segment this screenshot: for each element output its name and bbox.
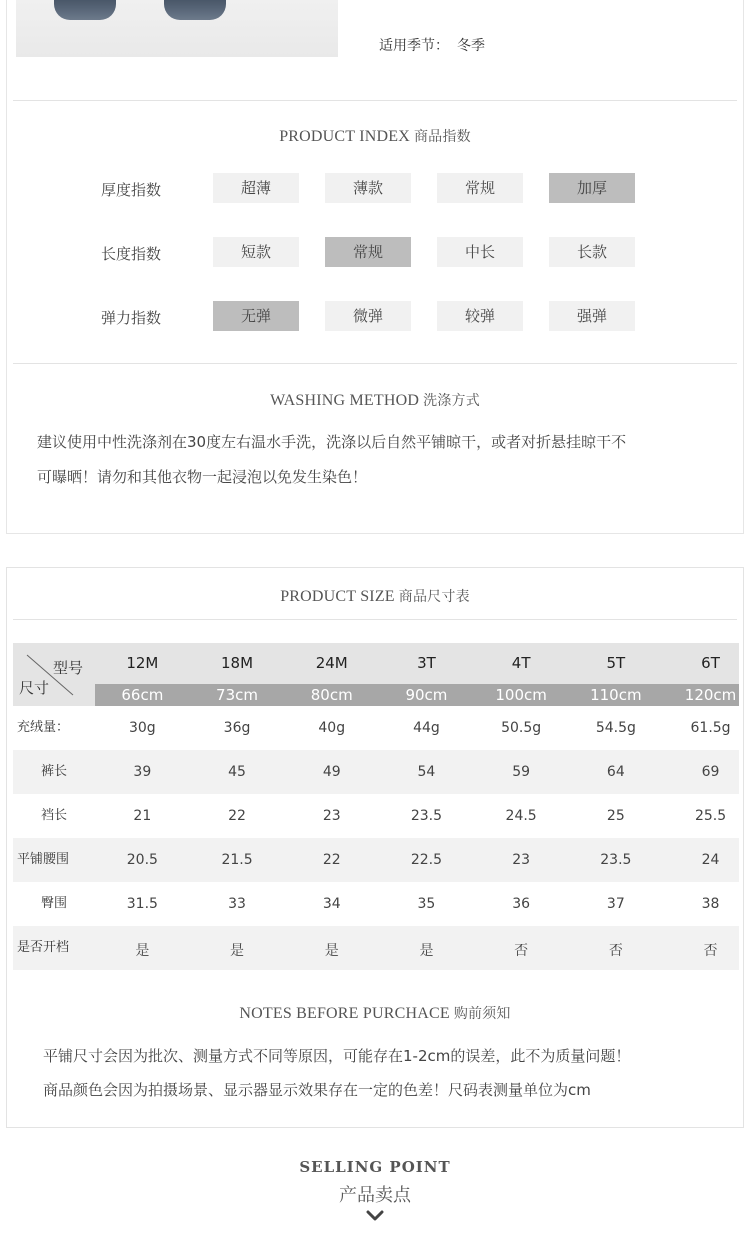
corner-label-model: 型号 xyxy=(53,659,84,677)
size-label: 12M xyxy=(126,654,159,672)
table-row xyxy=(13,882,739,926)
table-cell: 否 xyxy=(703,943,718,959)
chevron-down-icon xyxy=(366,1210,384,1222)
index-row xyxy=(7,301,743,331)
jacket-cuff-right xyxy=(164,0,226,20)
table-cell: 30g xyxy=(128,720,156,736)
washing-title xyxy=(7,390,743,410)
index-option-selected: 常规 xyxy=(325,237,411,267)
size-label: 18M xyxy=(221,654,254,672)
row-label: 平铺腰围 xyxy=(17,852,70,867)
table-cell: 22 xyxy=(228,808,246,824)
corner-label-size: 尺寸 xyxy=(19,679,50,697)
size-label: 24M xyxy=(315,654,348,672)
product-info-card xyxy=(6,0,744,534)
table-row xyxy=(13,706,739,750)
selling-point-title-cn: 产品卖点 xyxy=(339,1185,411,1206)
height-label: 100cm xyxy=(495,686,547,704)
height-labels-row xyxy=(95,684,739,706)
table-cell: 59 xyxy=(512,764,531,780)
notes-title-cn: 购前须知 xyxy=(453,1006,511,1022)
table-cell: 35 xyxy=(417,896,436,912)
table-cell: 25 xyxy=(606,808,625,824)
row-label: 是否开档 xyxy=(17,940,70,955)
table-cell: 61.5g xyxy=(690,720,731,736)
size-label: 5T xyxy=(606,654,626,672)
product-index-title-en: PRODUCT INDEX xyxy=(279,128,410,145)
table-cell: 是 xyxy=(135,943,150,959)
washing-line: 可曝晒！请勿和其他衣物一起浸泡以免发生染色！ xyxy=(37,468,368,486)
selling-point-title-en: SELLING POINT xyxy=(299,1158,451,1176)
index-option: 较弹 xyxy=(437,301,523,331)
table-cell: 38 xyxy=(701,896,720,912)
notes-title-en: NOTES BEFORE PURCHACE xyxy=(239,1005,450,1022)
divider xyxy=(13,100,737,101)
table-cell: 25.5 xyxy=(694,808,727,824)
index-row-label: 弹力指数 xyxy=(101,309,162,327)
product-index-title xyxy=(7,126,743,146)
table-cell: 23 xyxy=(512,852,531,868)
table-row xyxy=(13,794,739,838)
season-value: 冬季 xyxy=(457,38,485,54)
height-label: 110cm xyxy=(590,686,642,704)
size-labels-row xyxy=(95,643,739,683)
size-label: 4T xyxy=(511,654,531,672)
index-option: 短款 xyxy=(213,237,299,267)
product-photo xyxy=(16,0,338,57)
table-cell: 39 xyxy=(133,764,152,780)
index-option: 超薄 xyxy=(213,173,299,203)
table-cell: 否 xyxy=(608,943,623,959)
size-chart-card xyxy=(6,567,744,1128)
notes-line: 商品颜色会因为拍摄场景、显示器显示效果存在一定的色差！尺码表测量单位为cm xyxy=(43,1081,591,1099)
table-row xyxy=(13,750,739,794)
table-cell: 23.5 xyxy=(410,808,443,824)
table-cell: 31.5 xyxy=(126,896,158,912)
notes-line: 平铺尺寸会因为批次、测量方式不同等原因，可能存在1-2cm的误差，此不为质量问题！ xyxy=(43,1047,631,1065)
row-label: 臀围 xyxy=(40,896,67,911)
index-option: 微弹 xyxy=(325,301,411,331)
washing-instructions xyxy=(37,425,727,495)
product-index-title-cn: 商品指数 xyxy=(413,129,471,145)
index-row-label: 长度指数 xyxy=(101,245,162,263)
size-label: 6T xyxy=(701,654,720,672)
divider xyxy=(13,363,737,364)
product-size-title-cn: 商品尺寸表 xyxy=(398,589,470,605)
table-cell: 23 xyxy=(322,808,341,824)
table-cell: 21 xyxy=(133,808,152,824)
table-cell: 21.5 xyxy=(221,852,253,868)
notes-text xyxy=(43,1039,723,1107)
height-label: 80cm xyxy=(310,686,353,704)
notes-title xyxy=(7,1003,743,1023)
index-option-selected: 加厚 xyxy=(549,173,635,203)
index-option: 中长 xyxy=(437,237,523,267)
table-cell: 34 xyxy=(322,896,341,912)
table-cell: 是 xyxy=(419,943,434,959)
row-label: 裤长 xyxy=(40,764,67,779)
table-row xyxy=(13,926,739,970)
table-cell: 是 xyxy=(324,943,339,959)
product-size-title-en: PRODUCT SIZE xyxy=(280,588,395,605)
row-label: 充绒量： xyxy=(17,720,70,735)
table-cell: 37 xyxy=(606,896,625,912)
table-cell: 36 xyxy=(512,896,531,912)
index-row xyxy=(7,173,743,203)
season-label: 适用季节： xyxy=(379,38,449,54)
table-cell: 33 xyxy=(228,896,246,912)
jacket-cuff-left xyxy=(54,0,116,20)
table-cell: 是 xyxy=(230,943,245,959)
table-cell: 50.5g xyxy=(501,720,542,736)
size-table xyxy=(13,643,739,970)
table-cell: 45 xyxy=(228,764,246,780)
table-cell: 54.5g xyxy=(595,720,636,736)
table-cell: 22.5 xyxy=(410,852,443,868)
index-option: 长款 xyxy=(549,237,635,267)
index-option: 常规 xyxy=(437,173,523,203)
table-cell: 64 xyxy=(606,764,625,780)
row-label: 裆长 xyxy=(40,808,67,823)
divider xyxy=(13,619,737,620)
index-option: 薄款 xyxy=(325,173,411,203)
index-option-selected: 无弹 xyxy=(213,301,299,331)
table-cell: 否 xyxy=(514,943,529,959)
table-cell: 23.5 xyxy=(600,852,632,868)
index-row-label: 厚度指数 xyxy=(101,181,162,199)
washing-line: 建议使用中性洗涤剂在30度左右温水手洗，洗涤以后自然平铺晾干，或者对折悬挂晾干不 xyxy=(37,433,627,451)
index-option: 强弹 xyxy=(549,301,635,331)
table-cell: 69 xyxy=(701,764,720,780)
season-info xyxy=(379,35,485,55)
table-cell: 40g xyxy=(318,720,346,736)
size-table-header xyxy=(13,643,739,706)
height-label: 73cm xyxy=(216,686,258,704)
height-label: 120cm xyxy=(684,686,737,704)
table-cell: 54 xyxy=(417,764,436,780)
index-row xyxy=(7,237,743,267)
table-cell: 36g xyxy=(223,720,251,736)
height-label: 90cm xyxy=(405,686,448,704)
table-cell: 20.5 xyxy=(126,852,158,868)
product-size-title xyxy=(7,586,743,606)
table-corner-cell xyxy=(13,643,95,706)
table-cell: 24.5 xyxy=(505,808,537,824)
table-row xyxy=(13,838,739,882)
table-cell: 22 xyxy=(322,852,341,868)
size-table-body xyxy=(13,706,739,970)
table-cell: 44g xyxy=(413,720,440,736)
table-cell: 24 xyxy=(701,852,720,868)
washing-title-en: WASHING METHOD xyxy=(270,392,420,409)
table-cell: 49 xyxy=(322,764,341,780)
height-label: 66cm xyxy=(121,686,164,704)
size-label: 3T xyxy=(417,654,436,672)
washing-title-cn: 洗涤方式 xyxy=(423,393,480,409)
